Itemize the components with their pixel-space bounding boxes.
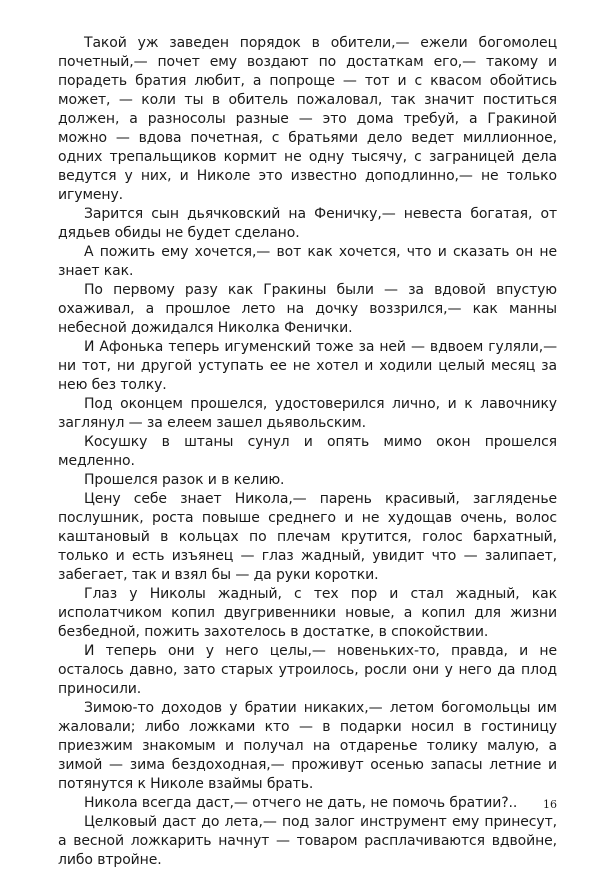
paragraph-1: Такой уж заведен порядок в обители,— ежели богомолец почетный,— почет ему воздают по достаткам его,— такому и порадеть братия любит, а попроще — тот и с квасом обойтись может, — коли ты в обитель пожаловал, так значит поститься должен, а разносолы разные — это дома требуй, а Гракиной можно — вдова почетная, с братьями дело ведет миллионное, одних трепальщиков кормит не одну тысячу, с заграницей дела ведутся у них, и Николе это известно доподлинно,— не только игумену. [58, 35, 557, 203]
page-text [58, 34, 557, 870]
paragraph-5: И Афонька теперь игуменский тоже за ней — вдвоем гуляли,— ни тот, ни другой уступать ее не хотел и ходили целый месяц за нею без толку. [58, 339, 557, 393]
paragraph-8: Прошелся разок и в келию. [84, 472, 285, 488]
paragraph-9: Цену себе знает Никола,— парень красивый, загляденье послушник, роста повыше среднего и не худощав очень, волос каштановый в кольцах по плечам крутится, голос бархатный, только и есть изъянец — глаз жадный, увидит что — залипает, забегает, так и взял бы — да руки коротки. [58, 491, 557, 583]
paragraph-2: Зарится сын дьячковский на Феничку,— невеста богатая, от дядьев обиды не будет сделано. [58, 206, 557, 241]
paragraph-4: По первому разу как Гракины были — за вдовой впустую охаживал, а прошлое лето на дочку воззрился,— как манны небесной дожидался Николка Фенички. [58, 282, 557, 336]
paragraph-14: Целковый даст до лета,— под залог инструмент ему принесут, а весной ложкарить начнут — товаром расплачиваются вдвойне, либо втройне. [58, 814, 557, 868]
paragraph-7: Косушку в штаны сунул и опять мимо окон прошелся медленно. [58, 434, 557, 469]
paragraph-3: А пожить ему хочется,— вот как хочется, что и сказать он не знает как. [58, 244, 557, 279]
paragraph-6: Под оконцем прошелся, удостоверился лично, и к лавочнику заглянул — за елеем зашел дьявольским. [58, 396, 557, 431]
paragraph-11: И теперь они у него целы,— новеньких-то, правда, и не осталось давно, зато старых утроилось, росли они у него да плод приносили. [58, 643, 557, 697]
paragraph-12: Зимою-то доходов у братии никаких,— летом богомольцы им жаловали; либо ложками кто — в подарки носил в гостиницу приезжим знакомым и получал на отдаренье толику малую, а зимой — зима бездоходная,— проживут осенью запасы летние и потянутся к Николе взаймы брать. [58, 700, 557, 792]
page-number: 16 [543, 798, 557, 811]
paragraph-10: Глаз у Николы жадный, с тех пор и стал жадный, как исполатчиком копил двугривенники новые, а копил для жизни безбедной, пожить захотелось в достатке, в спокойствии. [58, 586, 557, 640]
paragraph-13: Никола всегда даст,— отчего не дать, не помочь братии?.. [84, 795, 518, 811]
